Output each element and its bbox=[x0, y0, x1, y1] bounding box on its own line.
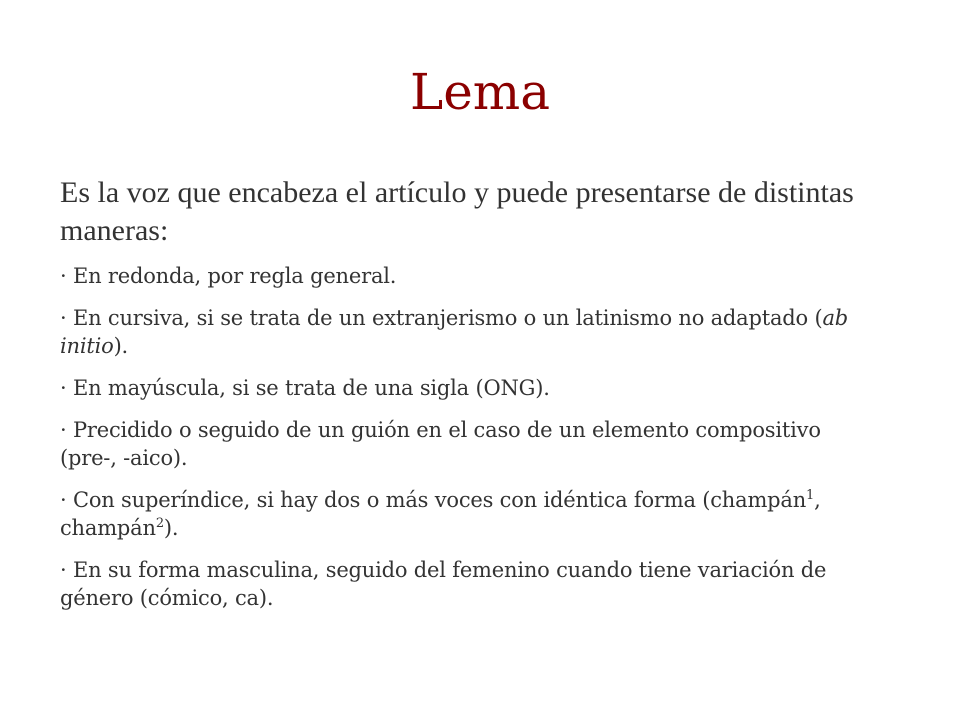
list-item-masculina: · En su forma masculina, seguido del femenino cuando tiene variación de género (cómico, ca). bbox=[60, 558, 827, 610]
slide-body bbox=[60, 174, 880, 626]
list-item-text: ). bbox=[163, 516, 179, 540]
italic-example: ab initio bbox=[60, 306, 849, 358]
list-item-superindice bbox=[60, 486, 880, 542]
list-item-mayuscula: · En mayúscula, si se trata de una sigla (ONG). bbox=[60, 376, 550, 400]
list-item-guion: · Precidido o seguido de un guión en el caso de un elemento compositivo (pre-, -aico). bbox=[60, 418, 821, 470]
superscript-2: 2 bbox=[155, 516, 164, 531]
intro-paragraph: Es la voz que encabeza el artículo y puede presentarse de distintas maneras: bbox=[60, 176, 854, 247]
superscript-1: 1 bbox=[806, 488, 815, 503]
slide-title: Lema bbox=[409, 63, 550, 121]
list-item-cursiva bbox=[60, 304, 880, 360]
list-item-redonda: · En redonda, por regla general. bbox=[60, 264, 397, 288]
list-item-text: · Con superíndice, si hay dos o más voces con idéntica forma (champán bbox=[60, 488, 807, 512]
list-item-text: , champán bbox=[60, 488, 821, 540]
list-item-text: · En cursiva, si se trata de un extranjerismo o un latinismo no adaptado ( bbox=[60, 306, 823, 330]
list-item-text: ). bbox=[113, 334, 129, 358]
